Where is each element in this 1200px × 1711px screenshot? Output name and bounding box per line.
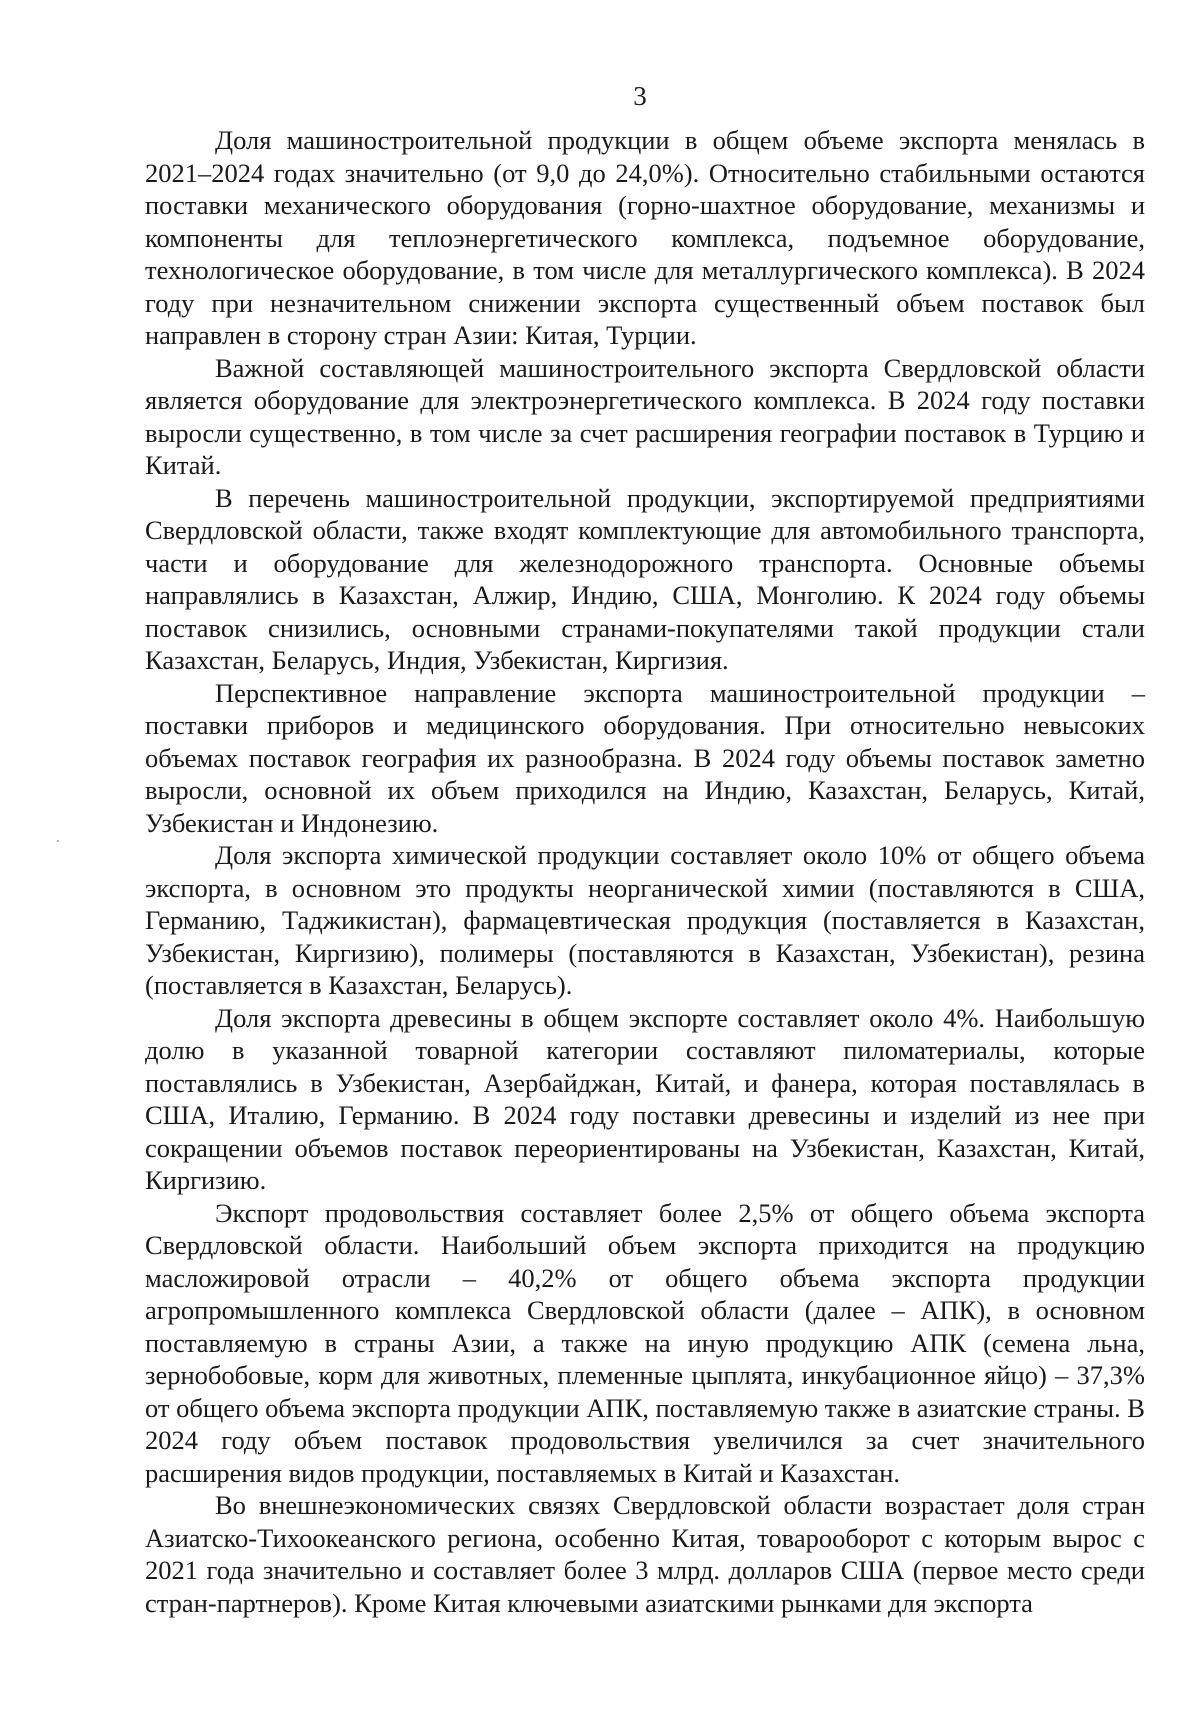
paragraph-asia-pacific-trade: Во внешнеэкономических связях Свердловской области возрастает доля стран Азиатско-Тихоокеанского региона, особенно Китая, товарооборот с которым вырос с 2021 года значительно и составляет более 3 млрд. долларов США (первое место среди стран-партнеров). Кроме Китая ключевыми азиатскими рынками для экспорта: [145, 1490, 1145, 1618]
paragraph-timber-exports: Доля экспорта древесины в общем экспорте составляет около 4%. Наибольшую долю в указанной товарной категории составляют пиломатериалы, которые поставлялись в Узбекистан, Азербайджан, Китай, и фанера, которая поставлялась в США, Италию, Германию. В 2024 году поставки древесины и изделий из нее при сокращении объемов поставок переориентированы на Узбекистан, Казахстан, Китай, Киргизию.: [145, 1002, 1145, 1195]
paragraph-food-exports: Экспорт продовольствия составляет более 2,5% от общего объема экспорта Свердловской области. Наибольший объем экспорта приходится на продукцию масложировой отрасли – 40,2% от общего объема экспорта продукции агропромышленного комплекса Свердловской области (далее – АПК), в основном поставляемую в страны Азии, а также на иную продукцию АПК (семена льна, зернобобовые, корм для животных, племенные цыплята, инкубационное яйцо) – 37,3% от общего объема экспорта продукции АПК, поставляемую также в азиатские страны. В 2024 году объем поставок продовольствия увеличился за счет значительного расширения видов продукции, поставляемых в Китай и Казахстан.: [145, 1197, 1145, 1488]
document-body: [145, 124, 1145, 1619]
page-number: 3: [633, 81, 647, 111]
paragraph-transport-components: В перечень машиностроительной продукции, экспортируемой предприятиями Свердловской области, также входят комплектующие для автомобильного транспорта, части и оборудование для железнодорожного транспорта. Основные объемы направлялись в Казахстан, Алжир, Индию, США, Монголию. К 2024 году объемы поставок снизились, основными странами-покупателями такой продукции стали Казахстан, Беларусь, Индия, Узбекистан, Киргизия.: [145, 482, 1145, 675]
scan-artifact: [57, 840, 59, 842]
paragraph-machinery-share: Доля машиностроительной продукции в общем объеме экспорта менялась в 2021–2024 годах значительно (от 9,0 до 24,0%). Относительно стабильными остаются поставки механического оборудования (горно-шахтное оборудование, механизмы и компоненты для теплоэнергетического комплекса, подъемное оборудование, технологическое оборудование, в том числе для металлургического комплекса). В 2024 году при незначительном снижении экспорта существенный объем поставок был направлен в сторону стран Азии: Китая, Турции.: [145, 125, 1145, 350]
paragraph-power-equipment: Важной составляющей машиностроительного экспорта Свердловской области является оборудование для электроэнергетического комплекса. В 2024 году поставки выросли существенно, в том числе за счет расширения географии поставок в Турцию и Китай.: [145, 352, 1145, 480]
paragraph-medical-equipment: Перспективное направление экспорта машиностроительной продукции – поставки приборов и медицинского оборудования. При относительно невысоких объемах поставок география их разнообразна. В 2024 году объемы поставок заметно выросли, основной их объем приходился на Индию, Казахстан, Беларусь, Китай, Узбекистан и Индонезию.: [145, 677, 1145, 838]
paragraph-chemical-exports: Доля экспорта химической продукции составляет около 10% от общего объема экспорта, в основном это продукты неорганической химии (поставляются в США, Германию, Таджикистан), фармацевтическая продукция (поставляется в Казахстан, Узбекистан, Киргизию), полимеры (поставляются в Казахстан, Узбекистан), резина (поставляется в Казахстан, Беларусь).: [145, 840, 1145, 1000]
